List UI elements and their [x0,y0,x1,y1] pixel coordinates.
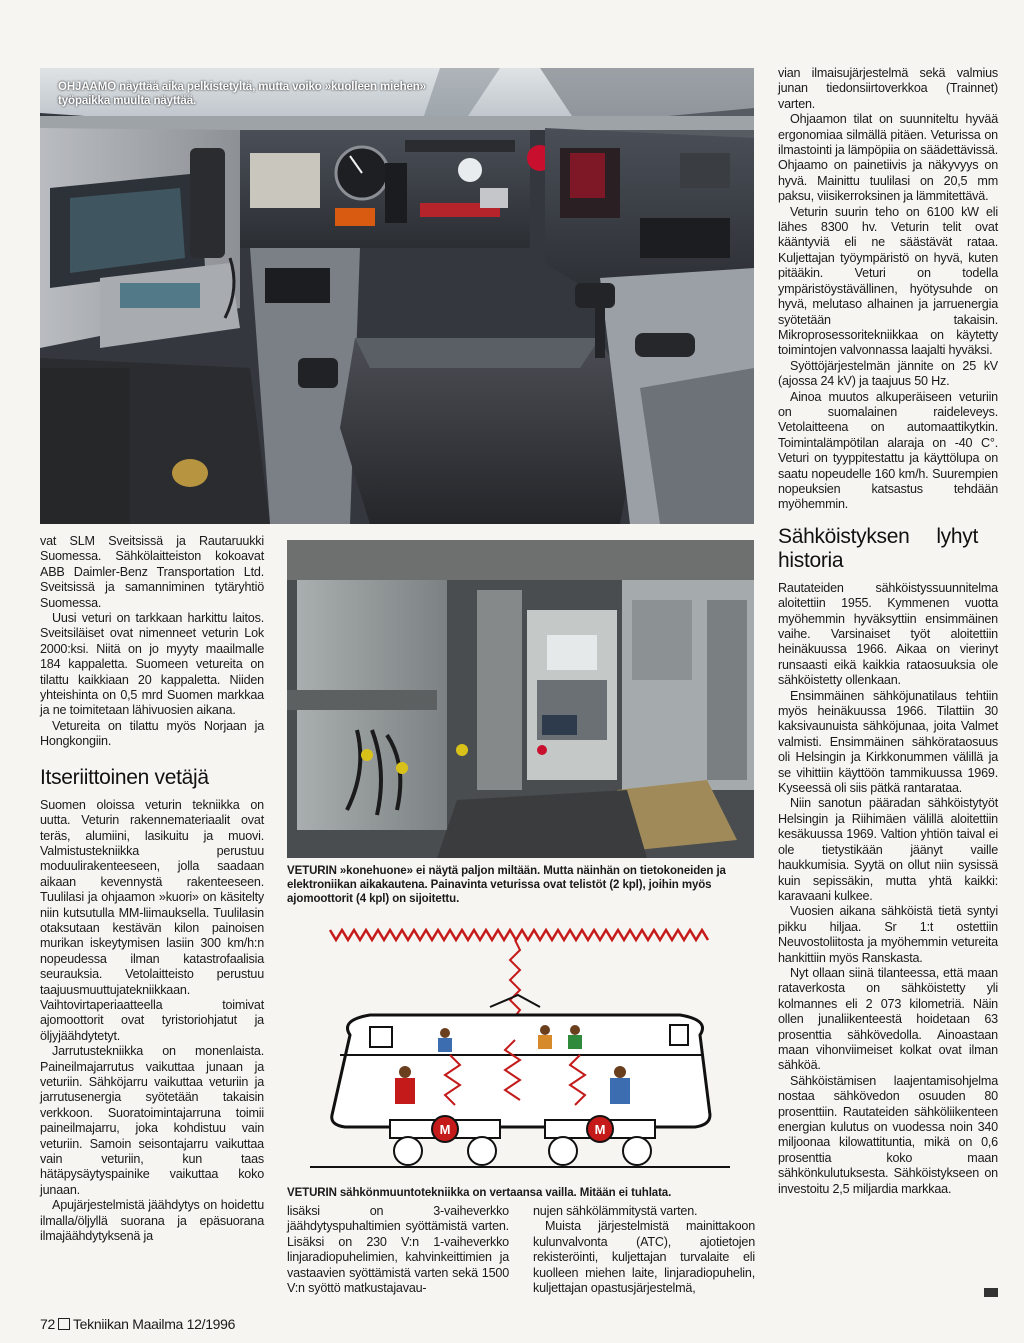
right-para-10: Nyt ollaan siinä tilanteessa, että maan rataverkosta on sähköistetty yli kolmannes eli 2 073 kilometriä. Näin ollen junaliikenteestä hoidetaan 63 prosenttia sähkövedolla. Ainoastaan maan vihonviimeiset kolkat ovat ilman sähköä. [778,965,998,1073]
right-para-11: Sähköistämisen laajentamisohjelma nostaa sähkövedon osuuden 80 prosenttiin. Rautateiden sähköliikenteen energian kulutus on vuodessa noin 340 miljoonaa kilowattituntia, mikä on 0,6 prosenttia koko maan sähkönkulutuksesta. Sähköistykseen on investoitu 2,5 miljardia markkaa. [778,1073,998,1196]
self-sufficient-heading: Itseriittoinen vetäjä [40,765,209,789]
mid-column-2 [533,1204,755,1296]
left-para-5: Jarrutustekniikka on monenlaista. Paineilmajarrutus vaikuttaa junaan ja veturiin. Sähköjarru vaikuttaa veturiin ja jarrutusenergia syötetään takaisin verkkoon. Suoratoimintajarruna toimii paineilmajarru, joka kohdistuu vain veturiin. Samoin seisontajarru vaikuttaa vain veturiin, kun taas hätäpysäytyspainike vaikuttaa koko junaan. [40,1044,264,1197]
right-column [778,66,998,1197]
engine-room-image [287,540,754,858]
locomotive-body [332,1015,710,1127]
right-para-2: Ohjaamon tilat on suunniteltu hyvää ergonomiaa silmällä pitäen. Veturissa on ilmastointi ja lämpöpiia on säädettävissä. Ohjaamo on painetiivis ja näkyvyys on hyvä. Mainittu tuulilasi on 20,5 mm paksu, viisikerroksinen ja lämmitettävä. [778,112,998,204]
cab-photo [40,68,754,524]
catenary-wire [330,930,708,940]
left-para-6: Apujärjestelmistä jäähdytys on hoidettu ilmalla/öljyllä suorana ja epäsuorana ilmajäähdytyksenä ja [40,1198,264,1244]
square-icon [58,1318,70,1330]
right-para-5: Ainoa muutos alkuperäiseen veturiin on suomalainen raideleveys. Vetolaitteena on automaattikytkin. Toimintalämpötilan alaraja on -40 C°. Veturi on tyyppitestattu ja käyttölupa on saatu nopeudelle 160 km/h. Suurempien nopeuksien katsastus tehdään myöhemmin. [778,389,998,512]
left-para-3: Vetureita on tilattu myös Norjaan ja Hongkongiin. [40,718,264,749]
page-number: 72 [40,1316,55,1332]
locomotive-drawing [290,915,750,1180]
motor-right-label: M [594,1122,606,1137]
right-para-9: Vuosien aikana sähköistä tietä syntyi pikku hiljaa. Sr 1:t ostettiin Neuvostoliitosta ja myöhemmin vetureita hankittiin myös Ranskasta. [778,904,998,965]
end-mark [984,1288,998,1297]
locomotive-illustration [290,915,750,1180]
left-para-1: vat SLM Sveitsissä ja Rautaruukki Suomessa. Sähkölaitteiston kokoavat ABB Daimler-Benz Transportation Ltd. Sveitsissä ja samanniminen tytäryhtiö Suomessa. [40,534,264,610]
history-heading: Sähköistyksen lyhyt historia [778,524,978,572]
cab-photo-image [40,68,754,524]
motor-left-label: M [439,1122,451,1137]
mid2-para-2: Muista järjestelmistä mainittakoon kulunvalvonta (ATC), ajotietojen rekisteröinti, kuljettajan turvalaite eli kuolleen miehen laite, linjaradiopuhelin, kuljettajan opastusjärjestelmä, [533,1219,755,1296]
mid2-para-1: nujen sähkölämmitystä varten. [533,1204,698,1218]
right-para-3: Veturin suurin teho on 6100 kW eli lähes 8300 hv. Veturin telit ovat kääntyviä eli ne säästävät rataa. Kuljettajan työympäristö on hyvä, kuten pitääkin. Veturi on todella ympäristöystävällinen, hyötysuhde on hyvä, melutaso alhainen ja jarruenergia syötetään takaisin. Mikroprosessoritekniikkaa on käytetty toimintojen valvonnassa laajalti hyväksi. [778,204,998,358]
left-para-4: Suomen oloissa veturin tekniikka on uutta. Veturin rakennemateriaalit ovat teräs, alumiini, lasikuitu ja muovi. Valmistustekniikka perustuu moduulirakenteeseen, jolla saadaan aikaan kevennystä rakenteeseen. Tuulilasi ja ohjaamon »kuori» on käsitelty niin kutsutulla MM-liimauksella. Tuulilasin otaksutaan kestävän kilon painoisen murikan iskeytymisen lasiin 300 km/h:n nopeudessa ilman katastrofaalisia seurauksia. Vetolaitteisto perustuu taajuusmuuttujatekniikkaan. Vaihtovirtaperiaatteella toimivat ajomoottorit ovat tyristoriohjatut ja öljyjäähdytetyt. [40,797,264,1043]
mid-column-1 [287,1204,509,1296]
engine-room-photo [287,540,754,858]
mid1-para-1: lisäksi on 3-vaiheverkko jäähdytyspuhaltimien syöttämistä varten. Lisäksi on 230 V:n 1-vaiheverkko linjaradiopuhelimien, kahvinkeittimien ja vastaavien syöttämistä varten sekä 1500 V:n syöttö matkustajavau- [287,1204,509,1296]
right-para-7: Ensimmäinen sähköjunatilaus tehtiin myös heinäkuussa 1966. Tilattiin 30 kaksivaunuista sähköjunaa, joita Valmet valmisti. Ensimmäinen sähkörataosuus oli Helsingin ja Kirkkonummen välillä ja se vihittiin käyttöön tammikuussa 1969. Kyseessä oli siis pätkä rantarataa. [778,688,998,796]
right-para-8: Niin sanotun pääradan sähköistytyöt Helsingin ja Riihimäen välillä aloitettiin kesäkuussa 1969. Valtion yhtiön taival ei ole tietystikään jäänyt vaille haukkumisia. Syytä on ollut niin sysissä kuin sepissäkin, mutta yhtä kaikki: karavaani kulkee. [778,796,998,903]
engine-room-caption: VETURIN »konehuone» ei näytä paljon miltään. Mutta näinhän on tietokoneiden ja elektroniikan aikakautena. Painavinta veturissa ovat telistöt (2 kpl), joihin myös ajomoottorit (4 kpl) on sijoitettu. [287,865,726,905]
right-para-1: vian ilmaisujärjestelmä sekä valmius junan tiedonsiirtoverkkoa (Trainnet) varten. [778,66,998,111]
right-para-4: Syöttöjärjestelmän jännite on 25 kV (ajossa 24 kV) ja taajuus 50 Hz. [778,358,998,389]
left-para-2: Uusi veturi on tarkkaan harkittu laitos. Sveitsiläiset ovat nimenneet veturin Lok 2000:ksi. Niitä on jo myyty maailmalle 184 kappaletta. Suomeen vetureita on tilattu kaikkiaan 20 kappaletta. Niiden yhteishinta on 0,5 mrd Suomen markkaa ja ne toimitetaan lähivuosien aikana. [40,611,264,718]
right-para-6: Rautateiden sähköistyssuunnitelma aloitettiin 1955. Kymmenen vuotta myöhemmin hyväksyttiin ensimmäinen vaihe. Varsinaiset työt aloitettiin heinäkuussa 1966. Aikaa on vierinyt runsaasti eikä kaikkia rataosuuksia ole sähköistetty ollenkaan. [778,580,998,688]
cab-photo-caption: OHJAAMO näyttää aika pelkistetyltä, mutta voiko »kuolleen miehen» työpaikka muulta näyttää. [58,81,427,107]
magazine-name: Tekniikan Maailma 12/1996 [72,1316,236,1332]
page-footer [40,1316,235,1332]
illustration-caption: VETURIN sähkönmuuntotekniikka on vertaansa vailla. Mitään ei tuhlata. [287,1187,672,1199]
left-column [40,534,264,1244]
